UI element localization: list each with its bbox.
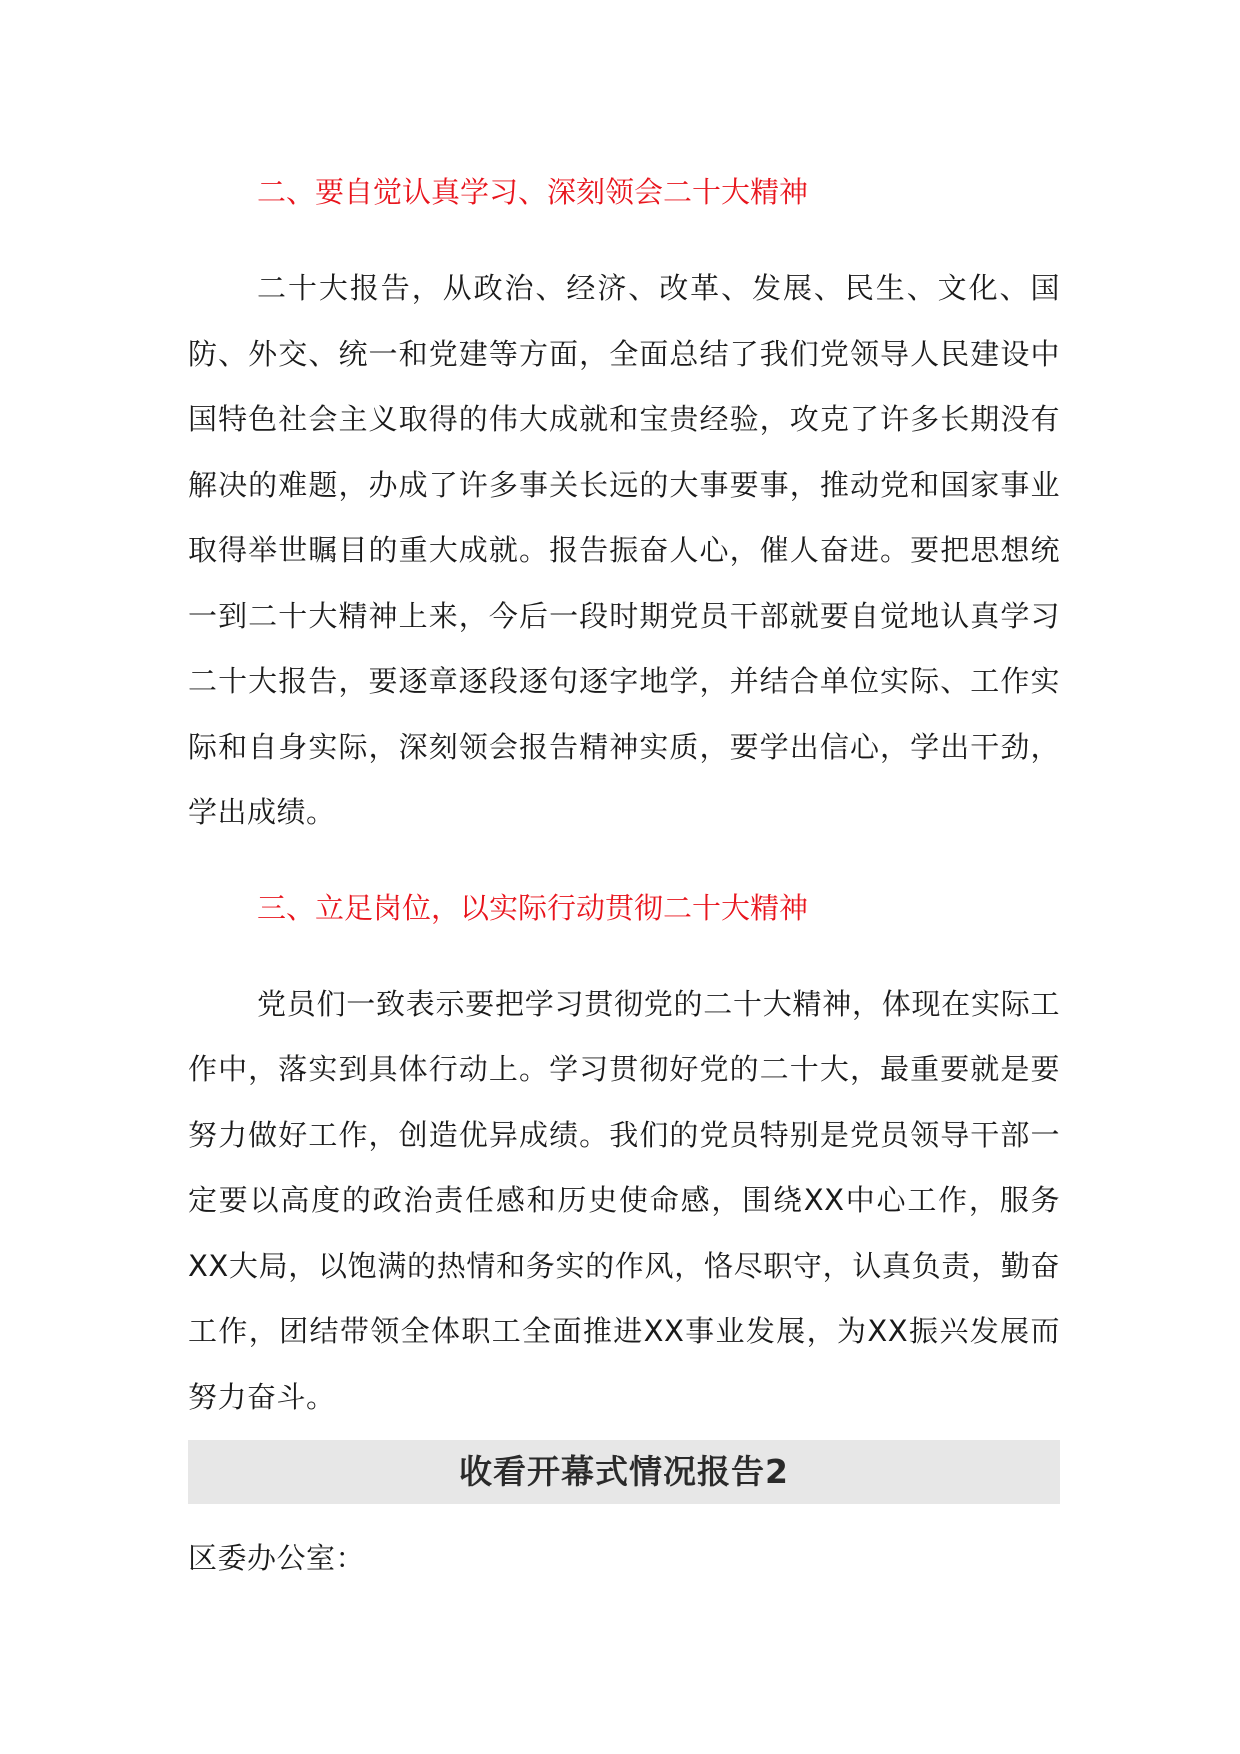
document-body <box>188 170 1060 1580</box>
section-heading-2: 二、要自觉认真学习、深刻领会二十大精神 <box>257 175 809 209</box>
paragraph-take-action: 党员们一致表示要把学习贯彻党的二十大精神，体现在实际工作中，落实到具体行动上。学习贯彻好党的二十大，最重要就是要努力做好工作，创造优异成绩。我们的党员特别是党员领导干部一定要以高度的政治责任感和历史使命感，围绕XX中心工作，服务XX大局，以饱满的热情和务实的作风，恪尽职守，认真负责，勤奋工作，团结带领全体职工全面推进XX事业发展，为XX振兴发展而努力奋斗。 <box>188 986 1060 1414</box>
salutation-line: 区委办公室： <box>188 1541 366 1575</box>
paragraph-study-report: 二十大报告，从政治、经济、改革、发展、民生、文化、国防、外交、统一和党建等方面，全面总结了我们党领导人民建设中国特色社会主义取得的伟大成就和宝贵经验，攻克了许多长期没有解决的难题，办成了许多事关长远的大事要事，推动党和国家事业取得举世瞩目的重大成就。报告振奋人心，催人奋进。要把思想统一到二十大精神上来，今后一段时期党员干部就要自觉地认真学习二十大报告，要逐章逐段逐句逐字地学，并结合单位实际、工作实际和自身实际，深刻领会报告精神实质，要学出信心，学出干劲，学出成绩。 <box>188 271 1060 829</box>
section-heading-3: 三、立足岗位，以实际行动贯彻二十大精神 <box>257 890 809 925</box>
report-title-band: 收看开幕式情况报告2 <box>188 1440 1060 1504</box>
